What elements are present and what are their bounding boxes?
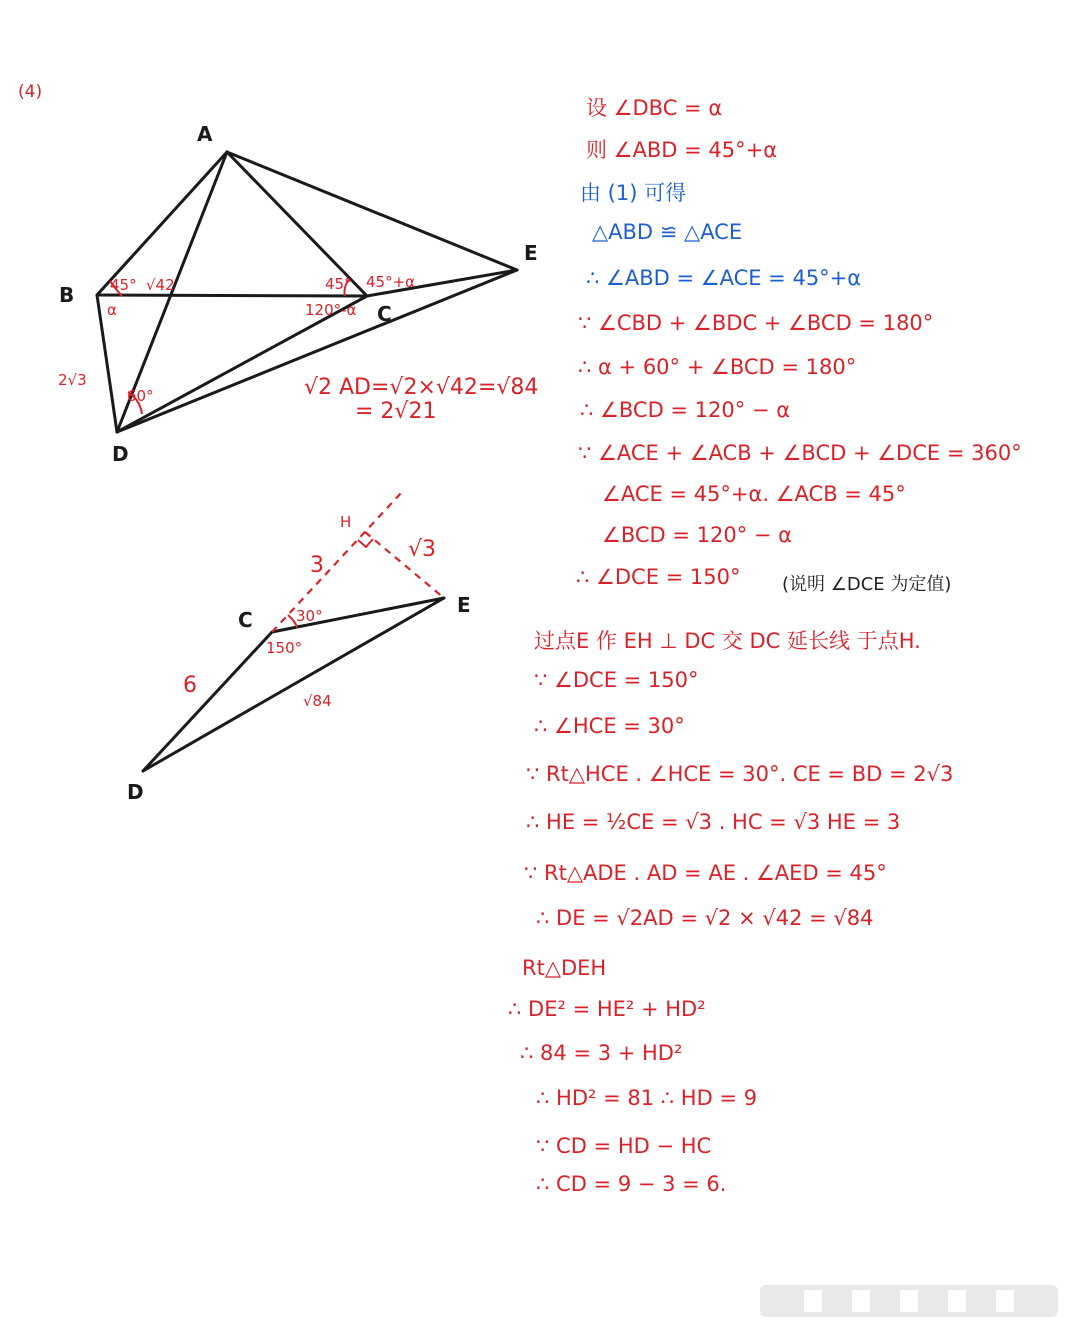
solution-line-7: ∴ α + 60° + ∠BCD = 180° [578,355,857,379]
point-A: A [197,122,213,146]
solution-line-5: ∴ ∠ABD = ∠ACE = 45°+α [586,266,862,290]
label-seg-HC: 3 [310,553,324,578]
label-angle-ACB: 45° [325,275,352,293]
solution-line-12: ∴ ∠DCE = 150° [576,565,741,589]
solution-line-6: ∵ ∠CBD + ∠BDC + ∠BCD = 180° [578,311,934,335]
solution-line-20: Rt△DEH [522,956,607,980]
figure-2 [127,492,471,804]
line-BC [97,295,367,296]
calc-line-1: √2 AD=√2×√42=√84 [304,375,539,400]
label-angle-BDC: 60° [127,387,154,405]
label-angle-BCD: 120°-α [305,301,357,319]
part-label: (4) [18,82,43,102]
label-angle-HCE: 30° [296,607,323,625]
line-AE [227,152,517,270]
label-angle-ACE: 45°+α [366,273,416,291]
line-AB [97,152,227,295]
solution-line-10: ∠ACE = 45°+α. ∠ACB = 45° [602,482,906,506]
point-B: B [59,283,75,307]
label-seg-HE: √3 [408,537,437,562]
label-angle-DBC: α [107,301,117,319]
watermark-bar [760,1285,1058,1317]
point-D: D [112,442,129,466]
label-seg-CD: 6 [183,673,197,698]
solution-line-16: ∵ Rt△HCE . ∠HCE = 30°. CE = BD = 2√3 [526,762,954,786]
solution-line-23: ∴ HD² = 81 ∴ HD = 9 [536,1086,758,1110]
solution-line-4: △ABD ≌ △ACE [592,220,743,244]
solution-line-9: ∵ ∠ACE + ∠ACB + ∠BCD + ∠DCE = 360° [578,441,1022,465]
solution-line-2: 则 ∠ABD = 45°+α [586,138,778,162]
point-E-2: E [457,593,471,617]
solution-line-25: ∴ CD = 9 − 3 = 6. [536,1172,727,1196]
solution-line-8: ∴ ∠BCD = 120° − α [580,398,791,422]
label-angle-DCE: 150° [266,639,303,657]
solution-line-24: ∵ CD = HD − HC [536,1134,712,1158]
solution-line-21: ∴ DE² = HE² + HD² [508,997,706,1021]
point-H: H [340,513,352,531]
solution-note: (说明 ∠DCE 为定值) [782,574,952,595]
label-side-BD: 2√3 [58,371,87,389]
point-C-2: C [238,608,253,632]
point-D-2: D [127,780,144,804]
solution-line-13: 过点E 作 EH ⊥ DC 交 DC 延长线 于点H. [534,629,921,653]
solution-line-3: 由 (1) 可得 [580,181,687,205]
label-seg-DE: √84 [303,692,332,710]
solution-line-1: 设 ∠DBC = α [586,96,723,120]
solution-line-17: ∴ HE = ½CE = √3 . HC = √3 HE = 3 [526,810,901,834]
label-angle-ABD: 45° [110,276,137,294]
solution-line-11: ∠BCD = 120° − α [602,523,793,547]
solution-line-18: ∵ Rt△ADE . AD = AE . ∠AED = 45° [524,861,887,885]
label-seg-sqrt42: √42 [146,276,175,294]
line-CD-2 [143,632,272,771]
solution-line-14: ∵ ∠DCE = 150° [534,668,699,692]
calc-line-2: = 2√21 [355,399,437,424]
point-E: E [524,241,538,265]
right-angle-mark-H [358,539,373,547]
solution-line-22: ∴ 84 = 3 + HD² [520,1041,683,1065]
figure-1 [58,122,538,466]
solution-line-15: ∴ ∠HCE = 30° [534,714,685,738]
solution-line-19: ∴ DE = √2AD = √2 × √42 = √84 [536,906,874,930]
point-C: C [377,302,392,326]
